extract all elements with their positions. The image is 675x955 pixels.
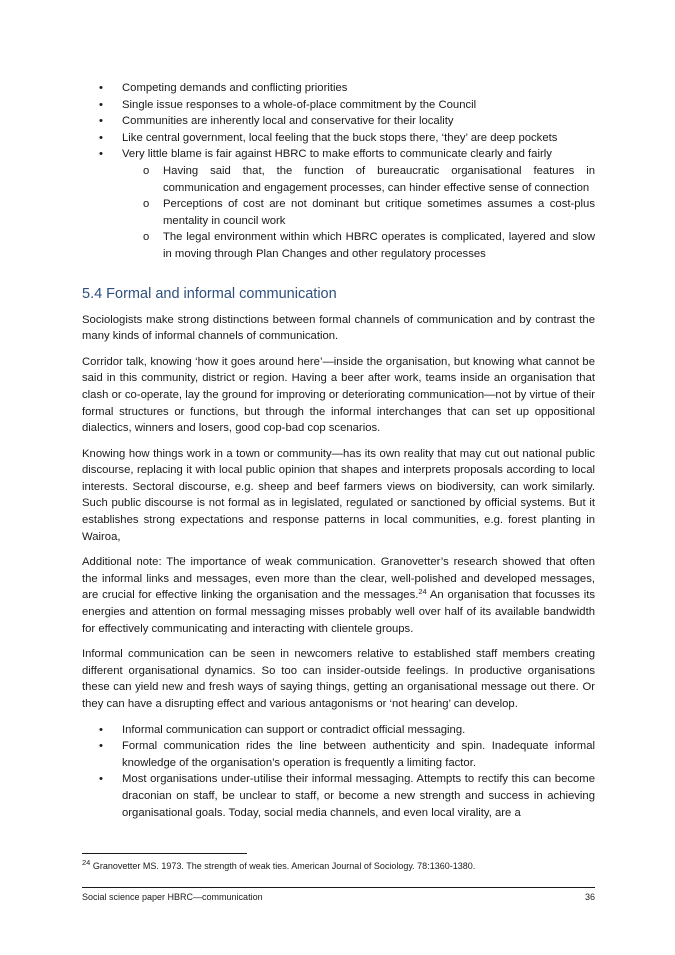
bullet-icon: • (99, 115, 103, 128)
bullet-icon: • (99, 740, 103, 753)
list-item: • Single issue responses to a whole-of-place commitment by the Council (82, 97, 595, 114)
footnote (82, 860, 475, 872)
paragraph: Sociologists make strong distinctions between formal channels of communication and by contrast the many kinds of informal channels of communication. (82, 313, 595, 343)
bullet-icon: • (99, 98, 103, 111)
section-heading: 5.4 Formal and informal communication (82, 285, 337, 302)
list-item: • Very little blame is fair against HBRC to make efforts to communicate clearly and fairly o Having said that, the function of bureaucratic organisational features in communication and engagement processes, can hinder effective sense of connection o Perceptions of cost are not dominant but critique sometimes assumes a cost-plus mentality in council work o The legal environment within which HBRC operates is complicated, layered and slow in moving through Plan Changes and other regulatory processes (82, 146, 595, 262)
sub-bullet-icon: o (143, 164, 150, 177)
list-item: • Most organisations under-utilise their informal messaging. Attempts to rectify this can become draconian on staff, be unclear to staff, or become a new strength and success in achieving organisational goals. Today, social media channels, and even local virality, are a (99, 773, 595, 819)
bullet-icon: • (99, 773, 103, 786)
footnote-number: 24 (82, 858, 91, 867)
page-content (82, 80, 595, 821)
paragraph: Knowing how things work in a town or community—has its own reality that may cut out national public discourse, replacing it with local public opinion that shapes and interprets proposals according to local interests. Sectoral discourse, e.g. sheep and beef farmers views on biodiversity, can work similarly. Such public discourse is not formal as in legislated, regulated or sanctioned by official systems. But it establishes strong expectations and response patterns in local communities, e.g. forest planting in Wairoa, (82, 447, 595, 543)
bottom-bullet-list (82, 722, 595, 822)
sub-bullet-icon: o (143, 231, 150, 244)
paragraph: Informal communication can be seen in newcomers relative to established staff members creating different organisational dynamics. So too can insider-outside feelings. In productive organisations these can yield new and fresh ways of saying things, getting an organisational message out there. Or they can have a disrupting effect and various antagonisms or ‘not hearing’ can develop. (82, 648, 595, 710)
sub-bullet-icon: o (143, 198, 150, 211)
sub-list-item: o Perceptions of cost are not dominant but critique sometimes assumes a cost-plus mentality in council work (143, 198, 595, 227)
footnote-reference[interactable]: 24 (418, 587, 427, 597)
note-paragraph: Additional note: The importance of weak communication. Granovetter’s research showed that often the informal links and messages, even more than the clear, well-polished and developed messages, are crucial for effective linking the organisation and the messages.$^{24}$ An organisation that focusses its energies and attention on formal messaging misses probably well over half of its available bandwidth for effectively communicating and interacting with clientele groups. (82, 556, 596, 635)
list-item: • Formal communication rides the line between authenticity and spin. Inadequate informal knowledge of the organisation’s operation is frequently a limiting factor. (99, 740, 595, 769)
top-bullet-list (82, 80, 595, 263)
list-item: • Communities are inherently local and conservative for their locality (82, 113, 595, 130)
list-item: • Like central government, local feeling that the buck stops there, ‘they’ are deep pockets (82, 130, 595, 147)
list-item: • Informal communication can support or contradict official messaging. (82, 722, 595, 739)
page-number: 36 (584, 892, 595, 902)
bullet-icon: • (99, 82, 103, 94)
bullet-icon: • (99, 148, 103, 161)
bullet-icon: • (99, 723, 103, 736)
footnote-text: Granovetter MS. 1973. The strength of weak ties. American Journal of Sociology. 78:1360-1380. (90, 861, 476, 871)
page-footer (82, 887, 595, 904)
sub-bullet-list (82, 163, 595, 263)
paragraph: Corridor talk, knowing ‘how it goes around here’—inside the organisation, but knowing what cannot be said in this community, district or region. Having a beer after work, teams inside an organisation that clash or co-operate, lay the ground for improving or deteriorating communication—not by virtue of their formal structures or functions, but through the informal interchanges that can set up oppositional dialectics, winners and losers, good cop-bad cop scenarios. (82, 355, 595, 435)
bullet-icon: • (99, 131, 103, 144)
sub-list-item: o Having said that, the function of bureaucratic organisational features in communication and engagement processes, can hinder effective sense of connection (143, 164, 595, 194)
sub-list-item: o The legal environment within which HBRC operates is complicated, layered and slow in moving through Plan Changes and other regulatory processes (143, 231, 595, 260)
list-item: • Competing demands and conflicting priorities (82, 80, 595, 97)
footnote-separator (82, 853, 247, 854)
footer-title: Social science paper HBRC—communication (82, 892, 263, 902)
